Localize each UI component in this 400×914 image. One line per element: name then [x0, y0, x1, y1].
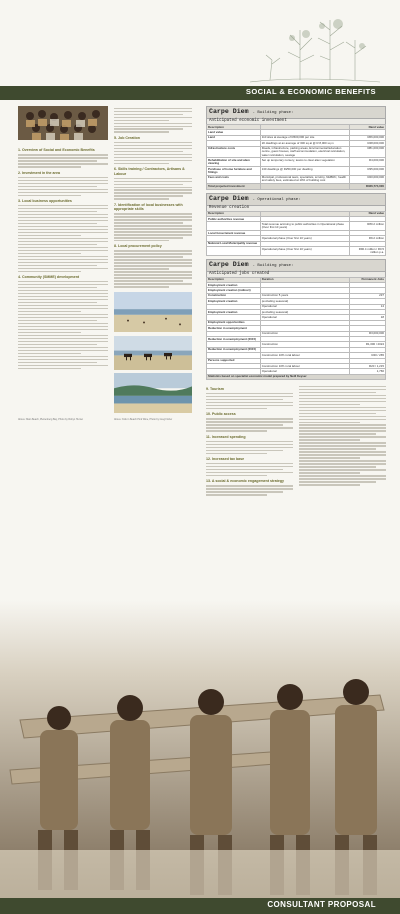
column-header: Description: [207, 125, 261, 130]
section-heading: 8. Local procurement policy: [114, 244, 162, 249]
section-heading: 12. Increased tax base: [206, 457, 245, 462]
section-heading: 1. Overview of Social and Economic Benefits: [18, 148, 95, 153]
table-row: Persons supported: [207, 358, 386, 363]
section-heading: 11. Increased spending: [206, 434, 246, 439]
table-row: Employment creation (excluding seasonal): [207, 299, 386, 304]
left-column: [18, 106, 108, 371]
table-row: Local Government revenue: [207, 230, 386, 235]
table-row: Rehabilitation of site and alien clearing Set up temporary nursery, teams to clear alien vegetation R4,000,000: [208, 157, 384, 166]
photo-caption: Above: Kids in Beach Pink Wine, Photo by Greg Fisher: [114, 417, 173, 421]
column-header: Permanent Jobs: [350, 277, 386, 282]
section-heading: 9. Tourism: [206, 387, 224, 392]
table-row: Construction R1,000 / 2024: [207, 342, 386, 347]
investment-table: [206, 106, 386, 190]
header-sketch: [0, 0, 400, 86]
table-row: Infrastructure costs Roads, infrastructure, parking areas, Environmental Education centre, guest houses, staff accommodation, electrical reticulation, water reticulation, sewage R81,000,000: [208, 146, 384, 157]
workers-photo: [0, 600, 400, 898]
table-row: Reduction in unemployment (2015): [207, 336, 386, 341]
table-row: Construction 10% rural labour R20 / 1,215: [207, 363, 386, 368]
section-heading: 6. Skills training / Contractors, Artisans & Labour: [114, 167, 185, 176]
table-subtitle: Anticipated economic investment: [206, 119, 386, 124]
column-header: Rand value: [350, 211, 386, 216]
table-row: Land 110 sites at average of R600,000 per site R66,000,000: [208, 135, 384, 140]
photo-caption: Above: Main Beach, Plettenberg Bay, Photo by Robyn Hunter: [18, 417, 84, 421]
footer-band: [0, 898, 400, 914]
section-heading: 13. A social & economic engagement strategy: [206, 479, 285, 484]
table-title: Carpe Diem: [209, 108, 249, 115]
table-subtitle: - Building phase:: [252, 263, 294, 268]
table-row: Land value: [207, 130, 386, 135]
table-row: Operational 14: [207, 304, 386, 309]
coastline-photo: [114, 373, 192, 413]
header-band: [0, 86, 400, 100]
right-text-columns: [206, 384, 386, 497]
table-subtitle: Anticipated jobs created: [206, 272, 386, 277]
jobs-table: [206, 259, 386, 380]
column-header: Description: [207, 211, 261, 216]
table-title: Carpe Diem: [209, 260, 249, 268]
section-heading: 3. Local business opportunities: [18, 199, 72, 204]
page-title: SOCIAL & ECONOMIC BENEFITS: [245, 87, 376, 96]
table-row: Construction Construction 5 years 237: [208, 293, 384, 298]
right-column: [206, 106, 386, 497]
table-row: Operational 18: [207, 315, 386, 320]
table-subtitle: Revenue creation: [206, 206, 386, 211]
table-total-row: Total projected investment R466,774,000: [208, 183, 384, 188]
table-subtitle: - Building phase:: [252, 111, 294, 115]
table-row: Construction 10% rural labour R40 / 265: [207, 353, 386, 358]
section-heading: 2. Investment in the area: [18, 170, 60, 175]
section-heading: 7. Identification of local businesses with appropriate skills: [114, 202, 183, 212]
table-row: Employment creation (indirect): [207, 288, 386, 293]
table-row: National Local Municipality revenue: [207, 241, 386, 246]
table-title: Carpe Diem: [209, 194, 249, 202]
beach-photo: [114, 292, 192, 332]
table-total-row: Statistics based on specialist economic model prepared by Neill Keyser: [207, 374, 386, 379]
horses-photo: [114, 336, 192, 370]
table-row: Reduction in unemployment (2015): [207, 347, 386, 352]
table-row: Fees and costs Municipal, professional team, specialists, scrutiny, NHBRC, health and safety fees, estimated at 10% of building cost R20,000,000: [208, 175, 384, 183]
table-row: Employment opportunities: [207, 320, 386, 325]
footer-title: CONSULTANT PROPOSAL: [267, 900, 376, 909]
table-row: Operational phase (Over first 10 years) R90.4 million / R0.5 million p.a.: [207, 247, 386, 256]
section-heading: 10. Public access: [206, 412, 236, 417]
table-row: Operational 1,766: [207, 369, 386, 374]
table-row: 20 dwellings at an average of 300 sq at @ R 8,000 sq m R48,000,000: [207, 141, 386, 146]
table-row: Operational phase (Over first 10 years) R9.2 million: [207, 236, 386, 241]
column-header: Duration: [260, 277, 350, 282]
table-row: Total revenue accruing to public authorities in Operational phase (Over first 10 years) R80.2 million: [207, 222, 386, 231]
revenue-table: [206, 193, 386, 256]
column-header: Description: [207, 277, 261, 282]
table-row: Employment creation (excluding seasonal): [207, 310, 386, 315]
section-heading: 5. Job Creation: [114, 135, 140, 140]
right-text-col-a: [206, 384, 293, 497]
table-row: Public authorities revenue: [207, 216, 386, 221]
table-subtitle: - Operational phase:: [252, 197, 301, 202]
section-heading: 4. Community (SMME) development: [18, 275, 80, 280]
right-text-col-b: [299, 384, 386, 497]
table-row: Purchase of home furniture and fittings 130 dwellings @ R250,000 per dwelling R35,000,000: [208, 166, 384, 174]
table-row: Employment creation: [207, 283, 386, 288]
children-photo: [18, 106, 108, 140]
table-row: Reduction in unemployment: [207, 326, 386, 331]
table-row: Construction R3,000,000: [207, 331, 386, 336]
column-header: Rand value: [350, 125, 386, 130]
